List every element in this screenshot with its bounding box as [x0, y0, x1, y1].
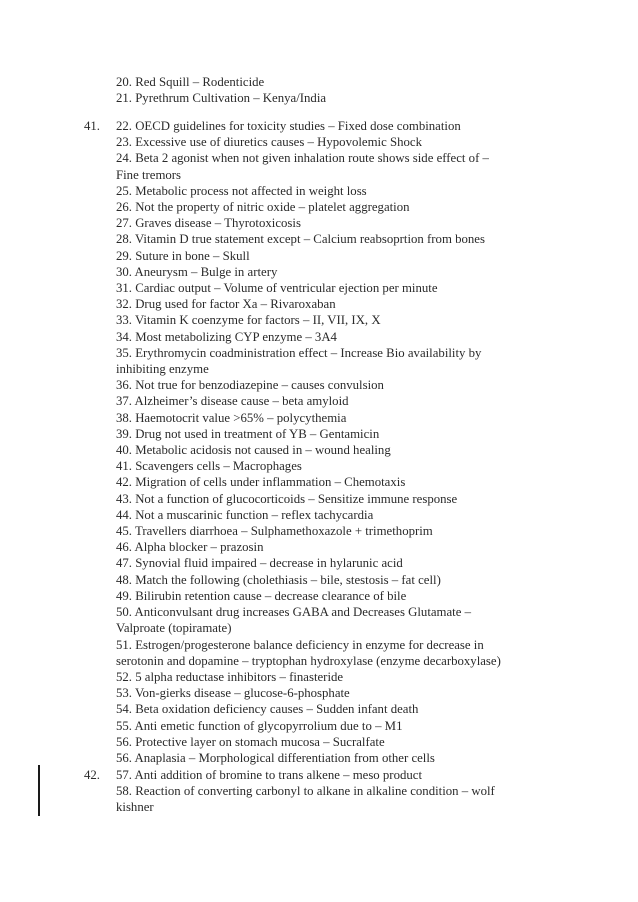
list-item-36: 36. Not true for benzodiazepine – causes convulsion [116, 378, 384, 393]
list-item-53: 53. Von-gierks disease – glucose-6-phosphate [116, 686, 350, 701]
list-item-58-cont: kishner [116, 800, 154, 815]
list-item-32: 32. Drug used for factor Xa – Rivaroxaban [116, 297, 336, 312]
list-item-28: 28. Vitamin D true statement except – Calcium reabsoprtion from bones [116, 232, 485, 247]
revision-bar [38, 765, 40, 816]
list-item-38: 38. Haemotocrit value >65% – polycythemia [116, 410, 347, 425]
list-item-33: 33. Vitamin K coenzyme for factors – II, VII, IX, X [116, 313, 381, 328]
list-item-35-cont: inhibiting enzyme [116, 362, 209, 377]
list-item-23: 23. Excessive use of diuretics causes – Hypovolemic Shock [116, 135, 422, 150]
list-item-55: 55. Anti emetic function of glycopyrrolium due to – M1 [116, 718, 403, 733]
list-item-40: 40. Metabolic acidosis not caused in – wound healing [116, 443, 391, 458]
list-item-54: 54. Beta oxidation deficiency causes – Sudden infant death [116, 702, 419, 717]
list-item-26: 26. Not the property of nitric oxide – platelet aggregation [116, 200, 410, 215]
list-item-39: 39. Drug not used in treatment of YB – Gentamicin [116, 426, 380, 441]
list-item-30: 30. Aneurysm – Bulge in artery [116, 264, 278, 279]
list-item-47: 47. Synovial fluid impaired – decrease in hylarunic acid [116, 556, 403, 571]
list-item-57b: 42. 57. Anti addition of bromine to trans alkene – meso product [84, 768, 423, 782]
list-item-27: 27. Graves disease – Thyrotoxicosis [116, 216, 301, 231]
question-42-block [84, 767, 544, 816]
question-number-42: 42. [84, 768, 100, 782]
list-item-45: 45. Travellers diarrhoea – Sulphamethoxazole + trimethoprim [116, 524, 433, 539]
list-item-35: 35. Erythromycin coadministration effect – Increase Bio availability by [116, 345, 482, 360]
list-item-51-cont: serotonin and dopamine – tryptophan hydroxylase (enzyme decarboxylase) [116, 653, 501, 668]
list-item-31: 31. Cardiac output – Volume of ventricular ejection per minute [116, 281, 438, 296]
list-item-58: 58. Reaction of converting carbonyl to alkane in alkaline condition – wolf [116, 784, 495, 799]
list-item-25: 25. Metabolic process not affected in weight loss [116, 183, 367, 198]
list-item-21: 21. Pyrethrum Cultivation – Kenya/India [116, 91, 327, 106]
question-number-41: 41. [84, 119, 100, 133]
list-item-43: 43. Not a function of glucocorticoids – Sensitize immune response [116, 491, 458, 506]
list-block-top [84, 74, 544, 106]
list-item-56: 56. Protective layer on stomach mucosa – Sucralfate [116, 734, 385, 749]
list-item-49: 49. Bilirubin retention cause – decrease clearance of bile [116, 588, 407, 603]
list-item-20: 20. Red Squill – Rodenticide [116, 75, 265, 89]
list-item-51: 51. Estrogen/progesterone balance deficiency in enzyme for decrease in [116, 637, 484, 652]
list-item-37: 37. Alzheimer’s disease cause – beta amyloid [116, 394, 349, 409]
list-item-50: 50. Anticonvulsant drug increases GABA and Decreases Glutamate – [116, 605, 472, 620]
list-item-57: 56. Anaplasia – Morphological differentiation from other cells [116, 750, 435, 765]
question-41-block [84, 118, 544, 766]
list-item-46: 46. Alpha blocker – prazosin [116, 540, 264, 555]
list-item-24-cont: Fine tremors [116, 167, 182, 182]
list-item-41: 41. Scavengers cells – Macrophages [116, 459, 302, 474]
list-item-48: 48. Match the following (cholethiasis – bile, stestosis – fat cell) [116, 572, 441, 587]
list-item-24: 24. Beta 2 agonist when not given inhalation route shows side effect of – [116, 151, 489, 166]
list-item-42: 42. Migration of cells under inflammation – Chemotaxis [116, 475, 406, 490]
list-item-34: 34. Most metabolizing CYP enzyme – 3A4 [116, 329, 337, 344]
list-item-52: 52. 5 alpha reductase inhibitors – finasteride [116, 669, 344, 684]
list-item-50-cont: Valproate (topiramate) [116, 621, 232, 636]
list-item-44: 44. Not a muscarinic function – reflex tachycardia [116, 507, 374, 522]
list-item-29: 29. Suture in bone – Skull [116, 248, 250, 263]
list-item-22: 41. 22. OECD guidelines for toxicity studies – Fixed dose combination [84, 119, 461, 133]
